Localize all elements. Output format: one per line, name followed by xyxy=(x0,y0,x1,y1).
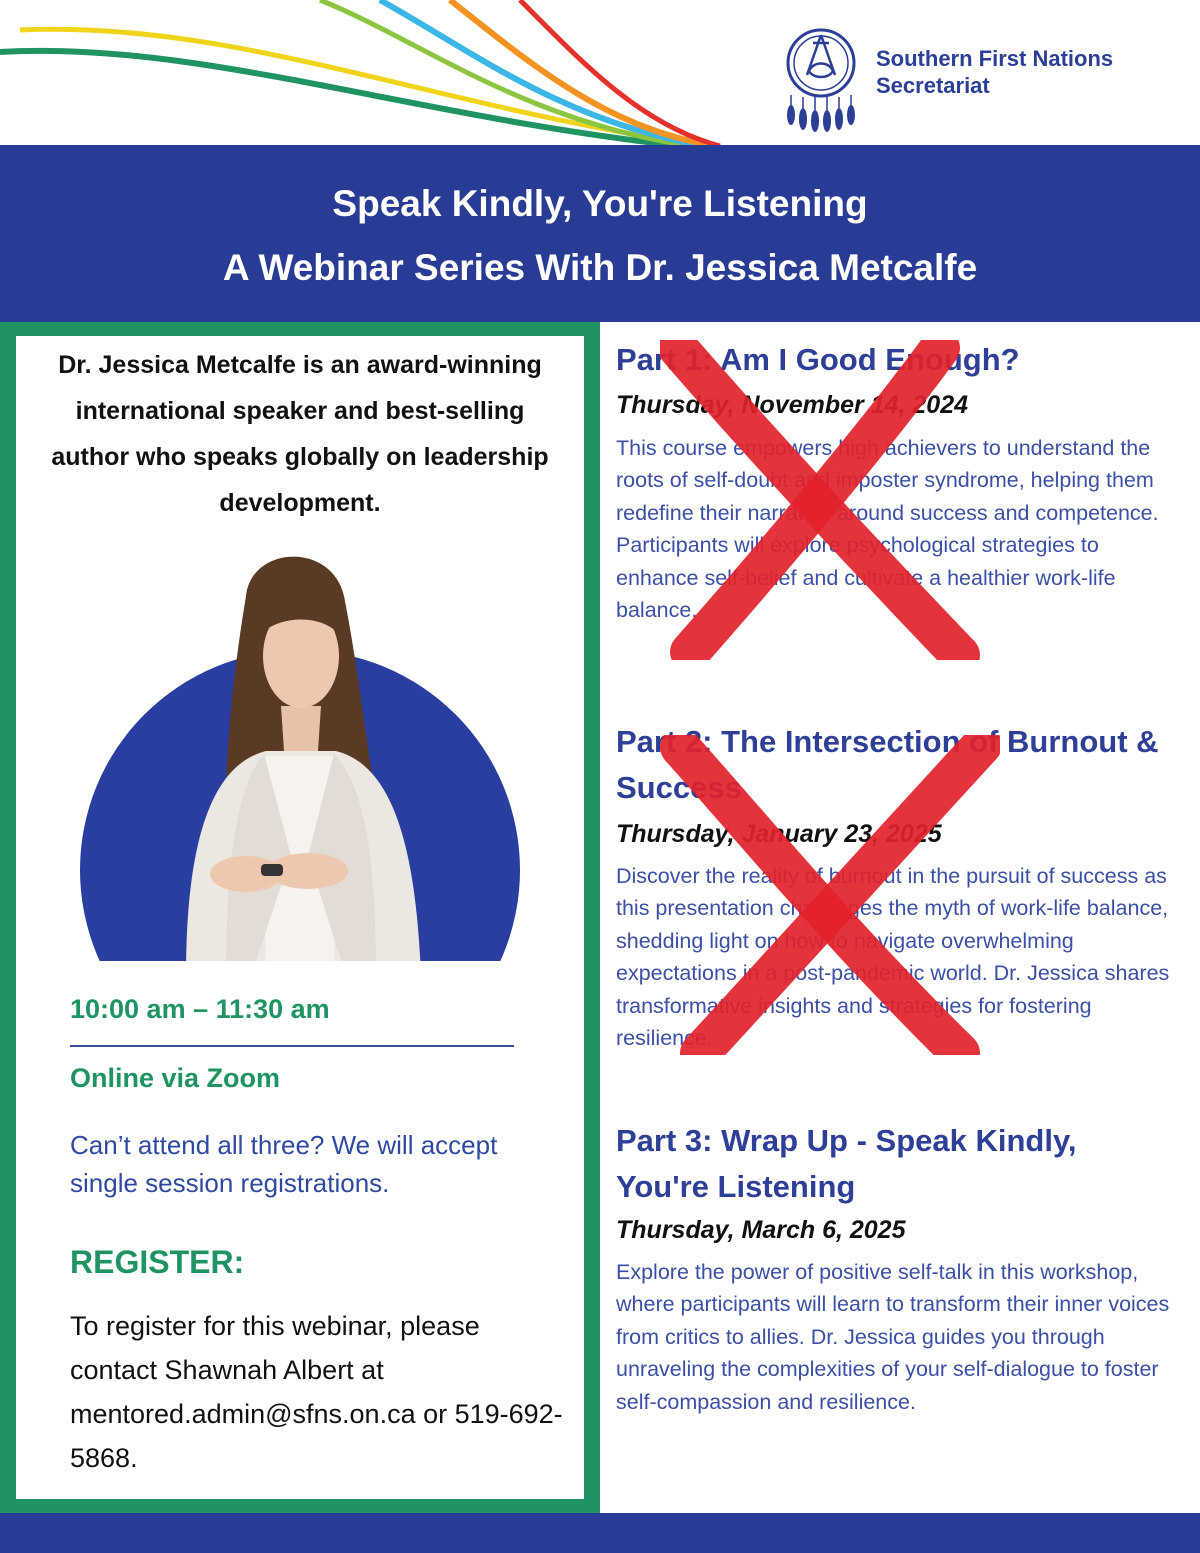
series-title: Speak Kindly, You're Listening xyxy=(332,183,868,224)
series-subtitle: A Webinar Series With Dr. Jessica Metcalfe xyxy=(222,247,978,288)
title-banner xyxy=(0,145,1200,322)
divider xyxy=(70,1045,514,1047)
part-2-description: Discover the reality of burnout in the pursuit of success as this presentation challenges the myth of work-life balance, shedding light on how to navigate overwhelming expectations in a post-pandemic world. Dr. Jessica shares transformative insights and strategies for fostering resilience. xyxy=(616,864,1170,1051)
part-1-description: This course empowers high achievers to understand the roots of self-doubt and imposter syndrome, helping them redefine their narrative around success and competence. Participants will explore psychological strategies to enhance self-belief and cultivate a healthier work-life balance. xyxy=(616,436,1159,623)
part-2-date: Thursday, January 23, 2025 xyxy=(616,820,942,848)
footer-bar xyxy=(0,1513,1200,1553)
org-name: Southern First Nations Secretariat xyxy=(876,46,1114,98)
speaker-photo xyxy=(76,536,536,976)
register-instructions: To register for this webinar, please contact Shawnah Albert at mentored.admin@sfns.on.ca or 519-692-5868. xyxy=(70,1311,563,1473)
part-2-title: Part 2: The Intersection of Burnout & Success xyxy=(616,724,1159,805)
part-1-title: Part 1: Am I Good Enough? xyxy=(616,342,1020,377)
part-1-crossed-out-mark xyxy=(660,340,1000,660)
register-heading: REGISTER: xyxy=(70,1244,245,1280)
attendance-note: Can’t attend all three? We will accept single session registrations. xyxy=(70,1130,498,1198)
speaker-panel xyxy=(0,322,600,1513)
part-3-title: Part 3: Wrap Up - Speak Kindly, You're Listening xyxy=(616,1123,1077,1204)
sfns-logo-icon xyxy=(783,25,863,135)
rainbow-swoosh-graphic xyxy=(0,0,760,150)
speaker-panel-inner xyxy=(16,336,584,1499)
part-1-date: Thursday, November 14, 2024 xyxy=(616,391,969,419)
part-2-crossed-out-mark xyxy=(660,735,1000,1055)
part-3-date: Thursday, March 6, 2025 xyxy=(616,1216,906,1244)
session-time: 10:00 am – 11:30 am xyxy=(70,994,330,1024)
part-3-description: Explore the power of positive self-talk in this workshop, where participants will learn to transform their inner voices from critics to allies. Dr. Jessica guides you through unraveling the complexities of your self-dialogue to foster self-compassion and resilience. xyxy=(616,1260,1170,1414)
session-location: Online via Zoom xyxy=(70,1063,281,1093)
speaker-intro: Dr. Jessica Metcalfe is an award-winning international speaker and best-selling author who speaks globally on leadership development. xyxy=(51,351,549,517)
